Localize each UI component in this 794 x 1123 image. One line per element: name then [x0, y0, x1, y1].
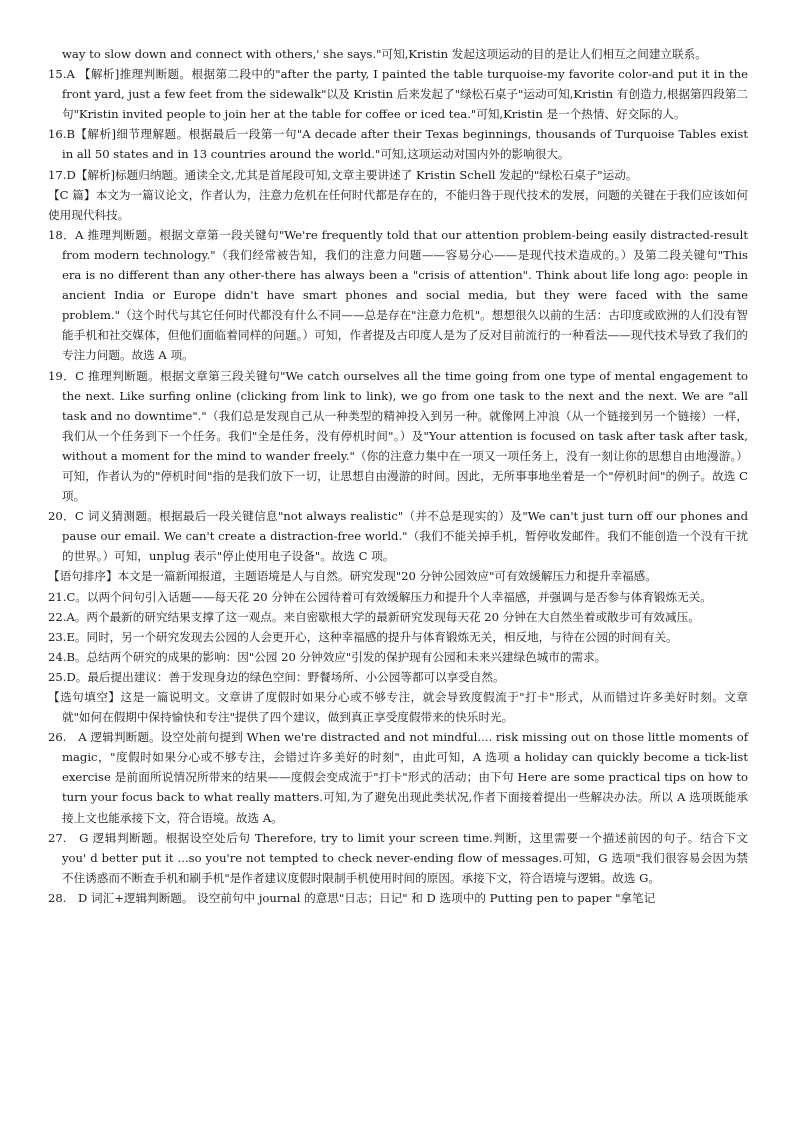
answer-16: 16.B【解析]细节理解题。根据最后一段第一句"A decade after their Texas beginnings, thousands of Turquoise Tables exist in all 50 states and in 13 countries around the world."可知,这项运动对国内外的影响很大。	[48, 127, 748, 162]
answer-26: 26. A 逻辑判断题。设空处前句提到 When we're distracted and not mindful.... risk missing out on those little moments of magic，"度假时如果分心或不够专注，会错过许多美好的时刻"，由此可知，A 选项 a holiday can quickly become a tick-list exercise 是前面所说情况所带来的结果——度假会变成流于"打卡"形式的活动；由下句 Here are some practical tips on how to turn your focus back to what really matters.可知,为了避免出现此类状况,作者下面接着提出一些解决办法。所以 A 选项既能承接上文也能承接下文，符合语境。故选 A。	[48, 730, 748, 825]
answer-23: 23.E。同时，另一个研究发现去公园的人会更开心，这种幸福感的提升与体育锻炼无关，相反地，与待在公园的时间有关。	[48, 629, 678, 644]
answer-21: 21.C。以两个问句引入话题——每天花 20 分钟在公园待着可有效缓解压力和提升个人幸福感，并强调与是否参与体育锻炼无关。	[48, 589, 712, 604]
answer-20: 20．C 词义猜测题。根据最后一段关键信息"not always realistic"（并不总是现实的）及"We can't just turn off our phones and pause our email. We can't create a distraction-free world."（我们不能关掉手机，暂停收发邮件。我们不能创造一个没有干扰的世界。）可知，unplug 表示"停止使用电子设备"。故选 C 项。	[48, 509, 748, 564]
answer-24: 24.B。总结两个研究的成果的影响：因"公园 20 分钟效应"引发的保护现有公园和未来兴建绿色城市的需求。	[48, 649, 607, 664]
answer-17: 17.D【解析]标题归纳题。通读全文,尤其是首尾段可知,文章主要讲述了 Kristin Schell 发起的"绿松石桌子"运动。	[48, 167, 638, 182]
answer-22: 22.A。两个最新的研究结果支撑了这一观点。来自密歇根大学的最新研究发现每天花 20 分钟在大自然坐着或散步可有效减压。	[48, 609, 700, 624]
section-c-summary: 【C 篇】本文为一篇议论文，作者认为，注意力危机在任何时代都是存在的，不能归咎于现代技术的发展，问题的关键在于我们应该如何使用现代科技。	[48, 187, 748, 222]
answer-15: 15.A 【解析]推理判断题。根据第二段中的"after the party, I painted the table turquoise-my favorite color-and put it in the front yard, just a few feet from the sidewalk"以及 Kristin 后来发起了"绿松石桌子"运动可知,Kristin 有创造力,根据第四段第二句"Kristin invited people to join her at the table for coffee or iced tea."可知,Kristin 是一个热情、好交际的人。	[48, 67, 749, 122]
answer-25: 25.D。最后提出建议：善于发现身边的绿色空间：野餐场所、小公园等都可以享受自然。	[48, 669, 505, 684]
sentence-fill-summary: 【选句填空】这是一篇说明文。文章讲了度假时如果分心或不够专注，就会导致度假流于"打卡"形式，从而错过许多美好时刻。文章就"如何在假期中保持愉快和专注"提供了四个建议，做到真正享受度假带来的快乐时光。	[48, 690, 748, 725]
answer-18: 18．A 推理判断题。根据文章第一段关键句"We're frequently told that our attention problem-being easily distracted-result from modern technology."（我们经常被告知，我们的注意力问题——容易分心——是现代技术造成的。）及第二段关键句"This era is no different than any other-there has always been a "crisis of attention". Think about life long ago: people in ancient India or Europe didn't have smart phones and social media, but they were faced with the same problem."（这个时代与其它任何时代都没有什么不同——总是存在"注意力危机"。想想很久以前的生活：古印度或欧洲的人们没有智能手机和社交媒体，但他们面临着同样的问题。）可知，作者提及古印度人是为了反对目前流行的一种看法——现代技术导致了我们的专注力问题。故选 A 项。	[48, 227, 748, 363]
answer-28: 28. D 词汇+逻辑判断题。 设空前句中 journal 的意思"日志；日记" 和 D 选项中的 Putting pen to paper "拿笔记	[48, 890, 656, 905]
answer-19: 19．C 推理判断题。根据文章第三段关键句"We catch ourselves all the time going from one type of mental engagement to the next. Like surfing online (clicking from link to link), we go from one task to the next and the next. We are "all task and no downtime"."（我们总是发现自己从一种类型的精神投入到另一种。就像网上冲浪（从一个链接到另一个链接）一样，我们从一个任务到下一个任务。我们"全是任务，没有停机时间"。）及"Your attention is focused on task after task after task, without a moment for the mind to wander freely."（你的注意力集中在一项又一项任务上，没有一刻让你的思想自由地漫游。）可知，作者认为的"停机时间"指的是我们放下一切，让思想自由漫游的时间。因此，无所事事地坐着是一个"停机时间"的例子。故选 C 项。	[48, 368, 748, 504]
answer-27: 27. G 逻辑判断题。根据设空处后句 Therefore, try to limit your screen time.判断，这里需要一个描述前因的句子。结合下文 you' d better put it ...so you're not tempted to check never-ending flow of messages.可知，G 选项"我们很容易会因为禁不住诱惑而不断查手机和刷手机"是作者建议度假时限制手机使用时间的原因。承接下文，符合语境与逻辑。故选 G。	[48, 830, 748, 885]
text-line: way to slow down and connect with others,' she says."可知,Kristin 发起这项运动的目的是让人们相互之间建立联系。	[62, 47, 707, 61]
sentence-order-summary: 【语句排序】本文是一篇新闻报道，主题语境是人与自然。研究发现"20 分钟公园效应"可有效缓解压力和提升幸福感。	[48, 569, 657, 584]
